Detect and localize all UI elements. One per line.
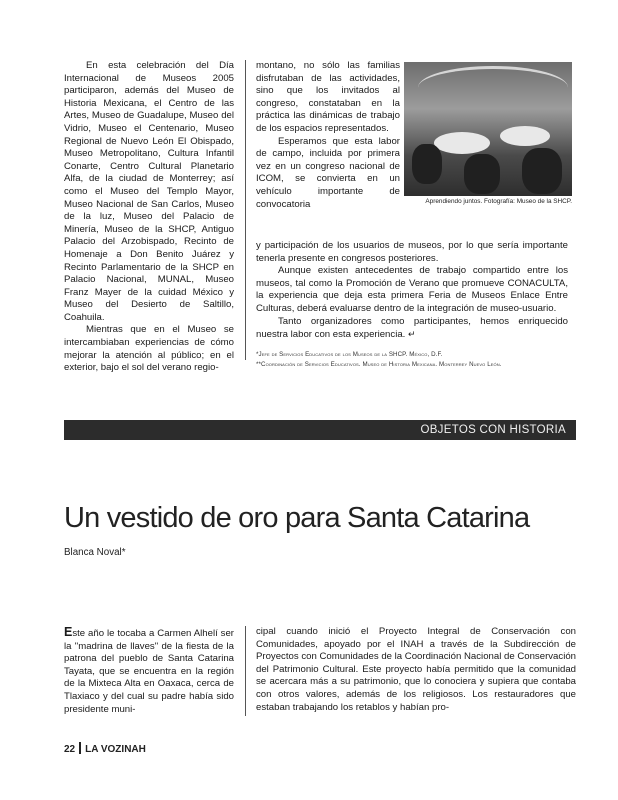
column-divider: [245, 626, 246, 716]
drop-cap: E: [64, 625, 73, 639]
page-number: 22: [64, 744, 76, 755]
article-author: Blanca Noval*: [64, 547, 126, 558]
column-middle-top: [256, 60, 400, 211]
paragraph: Mientras que en el Museo se intercambiaban experiencias de cómo mejorar la atención al público; en el exterior, bajo el sol del verano regio-: [64, 324, 234, 374]
magazine-name: LA VOZINAH: [85, 744, 146, 755]
paragraph: Aunque existen antecedentes de trabajo compartido entre los museos, tal como la Promoción de Verano que promueve CONACULTA, la experiencia que deja esta primera Feria de Museos Enlace Entre Culturas, deberá evaluarse dentro de la integración de museo-usuario.: [256, 265, 568, 314]
article-title: Un vestido de oro para Santa Catarina: [64, 502, 530, 534]
section-banner: [64, 420, 576, 440]
footnote: *Jefe de Servicios Educativos de los Museos de la SHCP. México, D.F.: [256, 351, 443, 358]
paragraph: Esperamos que esta labor de campo, incluida por primera vez en un congreso nacional de ICOM, se convierta en un vehículo importante de convocatoria: [256, 135, 400, 210]
photo-caption: Aprendiendo juntos. Fotografía: Museo de la SHCP.: [425, 198, 572, 205]
footer-divider: [79, 742, 81, 754]
end-of-article-mark: ↵: [408, 329, 416, 340]
paragraph: [256, 316, 568, 342]
section-label: OBJETOS CON HISTORIA: [420, 424, 566, 436]
paragraph: montano, no sólo las familias disfrutaban de las actividades, sino que los invitados al congreso, constataban en la práctica las dinámicas de trabajo de los espacios representados.: [256, 60, 400, 134]
event-photo: [404, 62, 572, 196]
paragraph: En esta celebración del Día Internacional de Museos 2005 participaron, además del Museo de Historia Mexicana, el Centro de las Artes, Museo de Guadalupe, Museo del Vidrio, Museo el Centenario, Museo Regional de Nuevo León El Obispado, Museo Metropolitano, Cultura Infantil Conarte, Centro Cultural Planetario Alfa, de la ciudad de Monterrey; así como el Museo del Templo Mayor, Museo Nacional de San Carlos, Museo de la luz, Museo del Palacio de Minería, Museo de la SHCP, Antiguo Palacio del Arzobispado, Recinto de Homenaje a Don Benito Juárez y Recinto Parlamentario de la SHCP en Palacio Nacional, MUNAL, Museo Franz Mayer de la cuidad México y Museo del Desierto de Saltillo, Coahuila.: [64, 60, 234, 323]
column-divider: [245, 60, 246, 360]
footnotes: [256, 350, 576, 370]
paragraph: cipal cuando inició el Proyecto Integral de Conservación con Comunidades, apoyado por el INAH a través de la Subdirección de Proyectos con Comunidades de la Coordinación Nacional de Conservación del Patrimonio Cultural. Este proyecto había permitido que la comunidad se acercara más a su patrimonio, que lo conociera y supiera que contaba con otros valores, además de los religiosos. Los restauradores que estaban trabajando los retablos y habían pro-: [256, 626, 576, 713]
paragraph-text: Tanto organizadores como participantes, hemos enriquecido nuestra labor con esta experiencia.: [256, 315, 568, 341]
column-left-top: [64, 60, 234, 375]
footnote: **Coordinación de Servicios Educativos. Museo de Historia Mexicana. Monterrey Nuevo León.: [256, 361, 502, 368]
paragraph: y participación de los usuarios de museos, por lo que sería importante tenerla presente en congresos posteriores.: [256, 240, 568, 264]
paragraph: [64, 626, 234, 716]
column-right-continuation: [256, 240, 568, 342]
column-right-bottom: [256, 626, 576, 714]
page-footer: [64, 742, 146, 755]
column-left-bottom: [64, 626, 234, 716]
paragraph-text: ste año le tocaba a Carmen Alhelí ser la "madrina de llaves" de la fiesta de la patrona del pueblo de Santa Catarina Tayata, que se encuentra en la región de la Mixteca Alta en Oaxaca, cerca de Tlaxiaco y del cual su padre había sido presidente muni-: [64, 628, 234, 715]
